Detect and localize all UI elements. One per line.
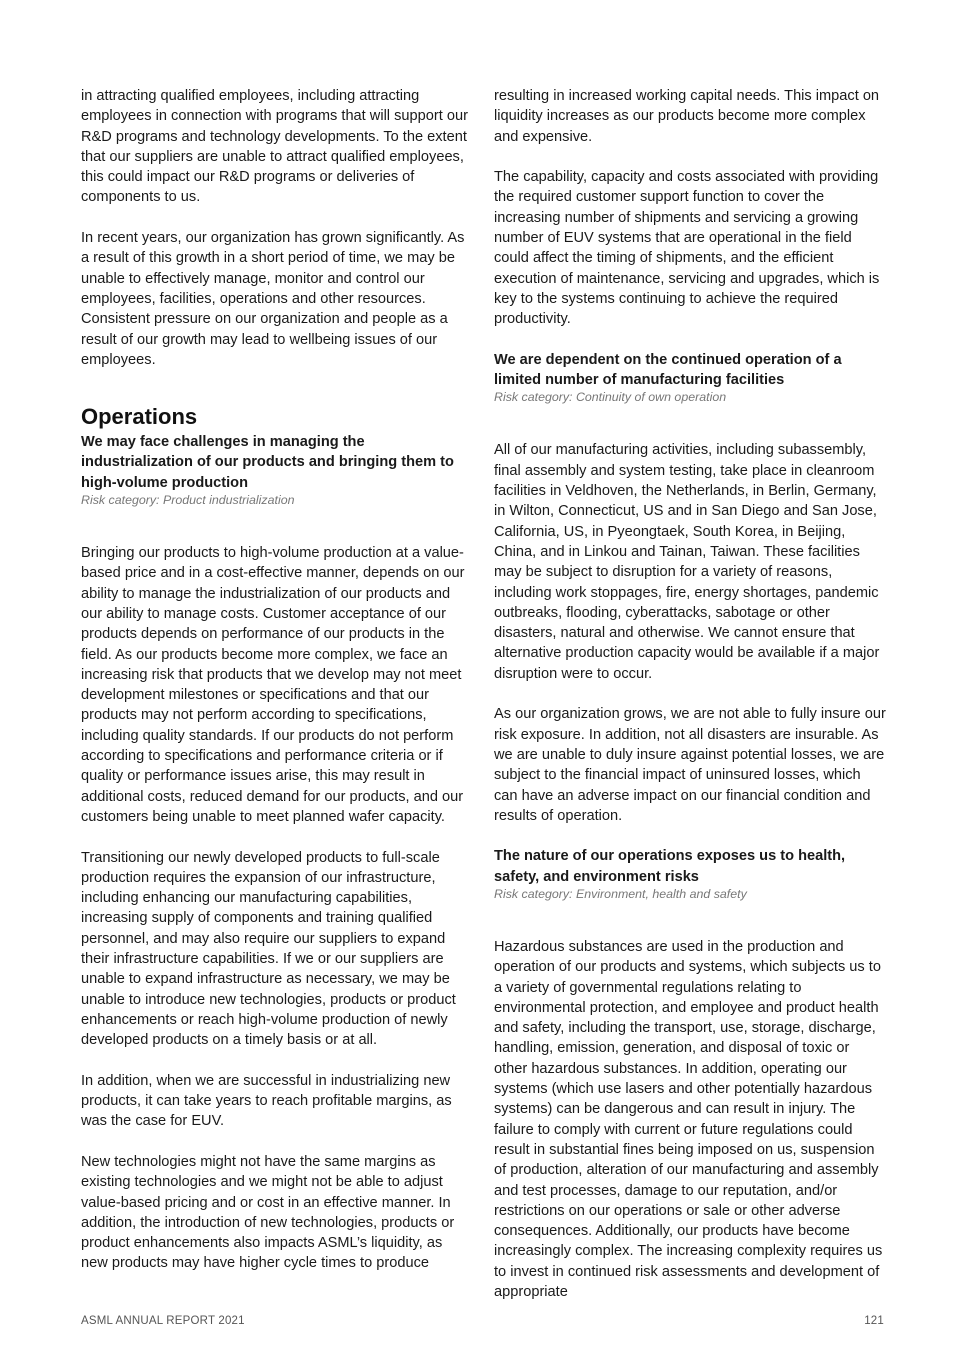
risk-title: We may face challenges in managing the industrialization of our products and bringing them to high-volume production	[81, 434, 454, 491]
body-paragraph: Transitioning our newly developed products to full-scale production requires the expansion of our infrastructure, including enhancing our manufacturing capabilities, increasing supply of components and training qualified personnel, and may also require our suppliers to expand their infrastructure capabilities. If we or our suppliers are unable to expand infrastructure as necessary, we may be unable to introduce new technologies, products or product enhancements or reach high-volume production of newly developed products on a timely basis or at all.	[81, 849, 456, 1049]
footer-report-name: ASML ANNUAL REPORT 2021	[81, 1315, 245, 1327]
risk-category: Risk category: Environment, health and safety	[494, 886, 747, 901]
body-paragraph: The capability, capacity and costs associated with providing the required customer support function to cover the increasing number of shipments and servicing a growing number of EUV systems that are operational in the field could affect the timing of shipments, and the efficient execution of maintenance, servicing and upgrades, which is key to the systems continuing to achieve the required productivity.	[494, 169, 880, 328]
risk-title: We are dependent on the continued operation of a limited number of manufacturing facilities	[494, 351, 842, 389]
body-paragraph: All of our manufacturing activities, including subassembly, final assembly and system testing, take place in cleanroom facilities in Veldhoven, the Netherlands, in Berlin, Germany, in Wilton, Connecticut, US and in San Diego and San Jose, California, US, in Pyeongtaek, South Korea, in Beijing, China, and in Linkou and Tainan, Taiwan. These facilities may be subject to disruption for a variety of reasons, including work stoppages, fire, energy shortages, pandemic outbreaks, flooding, cyberattacks, sabotage or other disasters, natural and otherwise. We cannot ensure that alternative production capacity would be available if a major disruption were to occur.	[494, 442, 880, 682]
risk-category: Risk category: Continuity of own operation	[494, 390, 727, 405]
body-paragraph: Bringing our products to high-volume production at a value-based price and in a cost-effective manner, depends on our ability to manage the industrialization of our products and our ability to manage costs. Customer acceptance of our products depends on performance of our products in the field. As our products become more complex, we face an increasing risk that products that we develop may not meet development milestones or specifications and that our products may not perform according to specifications, including quality standards. If our products do not perform according to specifications and performance criteria or if quality or performance issues arise, this may result in additional costs, reduced demand for our products, and our customers being unable to meet planned wafer capacity.	[81, 545, 465, 825]
right-column	[494, 86, 886, 1323]
body-paragraph: resulting in increased working capital needs. This impact on liquidity increases as our products become more complex and expensive.	[494, 88, 880, 145]
body-paragraph: In addition, when we are successful in industrializing new products, it can take years to reach profitable margins, as was the case for EUV.	[81, 1072, 452, 1130]
body-paragraph: in attracting qualified employees, including attracting employees in connection with programs that will support our R&D programs and technology developments. To the extent that our suppliers are unable to attract qualified employees, this could impact our R&D programs or deliveries of components to us.	[81, 88, 468, 206]
risk-title: The nature of our operations exposes us to health, safety, and environment risks	[494, 848, 846, 885]
footer-page-number: 121	[864, 1315, 884, 1327]
body-paragraph: In recent years, our organization has grown significantly. As a result of this growth in a short period of time, we may be unable to effectively manage, monitor and control our employees, facilities, operations and other resources. Consistent pressure on our organization and people as a result of our growth may lead to wellbeing issues of our employees.	[81, 230, 465, 368]
body-paragraph: New technologies might not have the same margins as existing technologies and we might not be able to adjust value-based pricing and or cost in an effective manner. In addition, the introduction of new technologies, products or product enhancements also impacts ASML’s liquidity, as new products may have higher cycle times to produce	[81, 1153, 455, 1272]
risk-category: Risk category: Product industrialization	[81, 493, 295, 508]
body-paragraph: As our organization grows, we are not able to fully insure our risk exposure. In addition, not all disasters are insurable. As we are unable to duly insure against potential losses, we are subject to the financial impact of uninsured losses, which can have an adverse impact on our financial condition and results of operation.	[494, 706, 886, 824]
left-column	[81, 86, 473, 1294]
section-heading-operations: Operations	[81, 404, 198, 430]
body-paragraph: Hazardous substances are used in the production and operation of our products and systems, which subjects us to a variety of governmental regulations relating to environmental protection, and employee and product health and safety, including the transport, use, storage, discharge, handling, emission, generation, and disposal of toxic or other hazardous substances. In addition, operating our systems (which use lasers and other potentially hazardous systems) can be dangerous and can result in injury. The failure to comply with current or future regulations could result in substantial fines being imposed on us, suspension of production, alteration of our manufacturing and assembly and test processes, damage to our reputation, and/or restrictions on our operations or sale or other adverse consequences. Additionally, our products have become increasingly complex. The increasing complexity requires us to invest in continued risk assessments and development of appropriate	[494, 938, 883, 1301]
